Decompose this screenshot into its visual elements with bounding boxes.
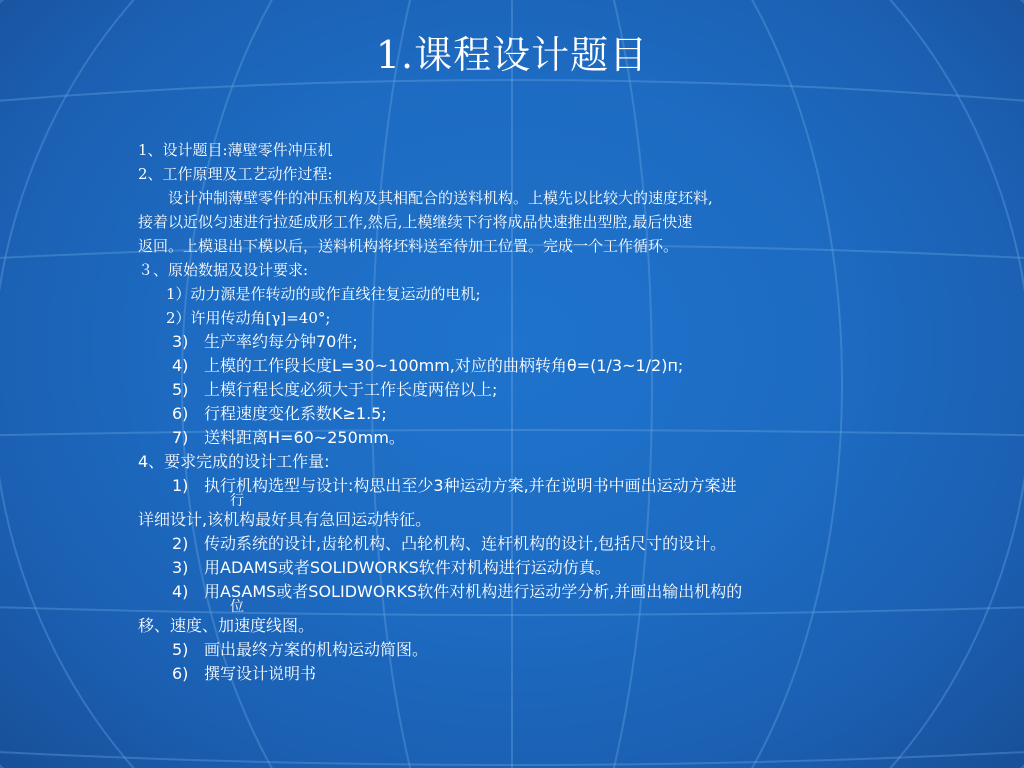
work-4-number: 4) [172, 582, 189, 601]
req-1: 1）动力源是作转动的或作直线往复运动的电机; [166, 285, 481, 303]
req-3-text: 生产率约每分钟70件; [204, 332, 358, 351]
work-1-text: 执行机构选型与设计:构思出至少3种运动方案,并在说明书中画出运动方案进 [204, 476, 737, 495]
req-6 [138, 402, 898, 426]
item-data-heading: ３、原始数据及设计要求: [138, 261, 309, 279]
req-6-number: 6) [172, 404, 189, 423]
work-2-number: 2) [172, 534, 189, 553]
item-workload-heading: 4、要求完成的设计工作量: [138, 452, 330, 471]
work-3 [138, 556, 898, 580]
work-1-wrap-char: 行 [230, 493, 244, 509]
req-4-text: 上模的工作段长度L=30~100mm,对应的曲柄转角θ=(1/3~1/2)п; [204, 356, 684, 375]
work-5 [138, 638, 898, 662]
work-5-text: 画出最终方案的机构运动简图。 [204, 640, 429, 659]
req-7-number: 7) [172, 428, 189, 447]
work-1-continuation: 详细设计,该机构最好具有急回运动特征。 [138, 510, 432, 529]
req-2: 2）许用传动角[γ]=40°; [166, 309, 331, 327]
work-6 [138, 662, 898, 686]
work-2 [138, 532, 898, 556]
principle-line-1: 设计冲制薄壁零件的冲压机构及其相配合的送料机构。上模先以比较大的速度坯料, [168, 189, 713, 207]
slide-body [138, 138, 898, 686]
principle-line-3: 返回。上模退出下模以后，送料机构将坯料送至待加工位置。完成一个工作循环。 [138, 237, 679, 255]
req-6-text: 行程速度变化系数K≥1.5; [204, 404, 387, 423]
work-4-continuation: 移、速度、加速度线图。 [138, 616, 315, 635]
work-3-text: 用ADAMS或者SOLIDWORKS软件对机构进行运动仿真。 [204, 558, 611, 577]
req-3 [138, 330, 898, 354]
work-3-number: 3) [172, 558, 189, 577]
principle-line-2: 接着以近似匀速进行拉延成形工作,然后,上模继续下行将成品快速推出型腔,最后快速 [138, 213, 693, 231]
req-4 [138, 354, 898, 378]
req-5-text: 上模行程长度必须大于工作长度两倍以上; [204, 380, 498, 399]
req-7-text: 送料距离H=60~250mm。 [204, 428, 405, 447]
work-2-text: 传动系统的设计,齿轮机构、凸轮机构、连杆机构的设计,包括尺寸的设计。 [204, 534, 727, 553]
work-1-number: 1) [172, 476, 189, 495]
req-7 [138, 426, 898, 450]
req-4-number: 4) [172, 356, 189, 375]
slide-title: 1.课程设计题目 [375, 33, 649, 77]
req-3-number: 3) [172, 332, 189, 351]
work-4-wrap-char: 位 [230, 599, 244, 615]
item-topic: 1、设计题目:薄壁零件冲压机 [138, 141, 333, 159]
req-5-number: 5) [172, 380, 189, 399]
req-5 [138, 378, 898, 402]
work-6-number: 6) [172, 664, 189, 683]
work-4-text: 用ASAMS或者SOLIDWORKS软件对机构进行运动学分析,并画出输出机构的 [204, 582, 743, 601]
work-6-text: 撰写设计说明书 [204, 664, 317, 683]
work-5-number: 5) [172, 640, 189, 659]
item-principle-heading: 2、工作原理及工艺动作过程: [138, 165, 333, 183]
